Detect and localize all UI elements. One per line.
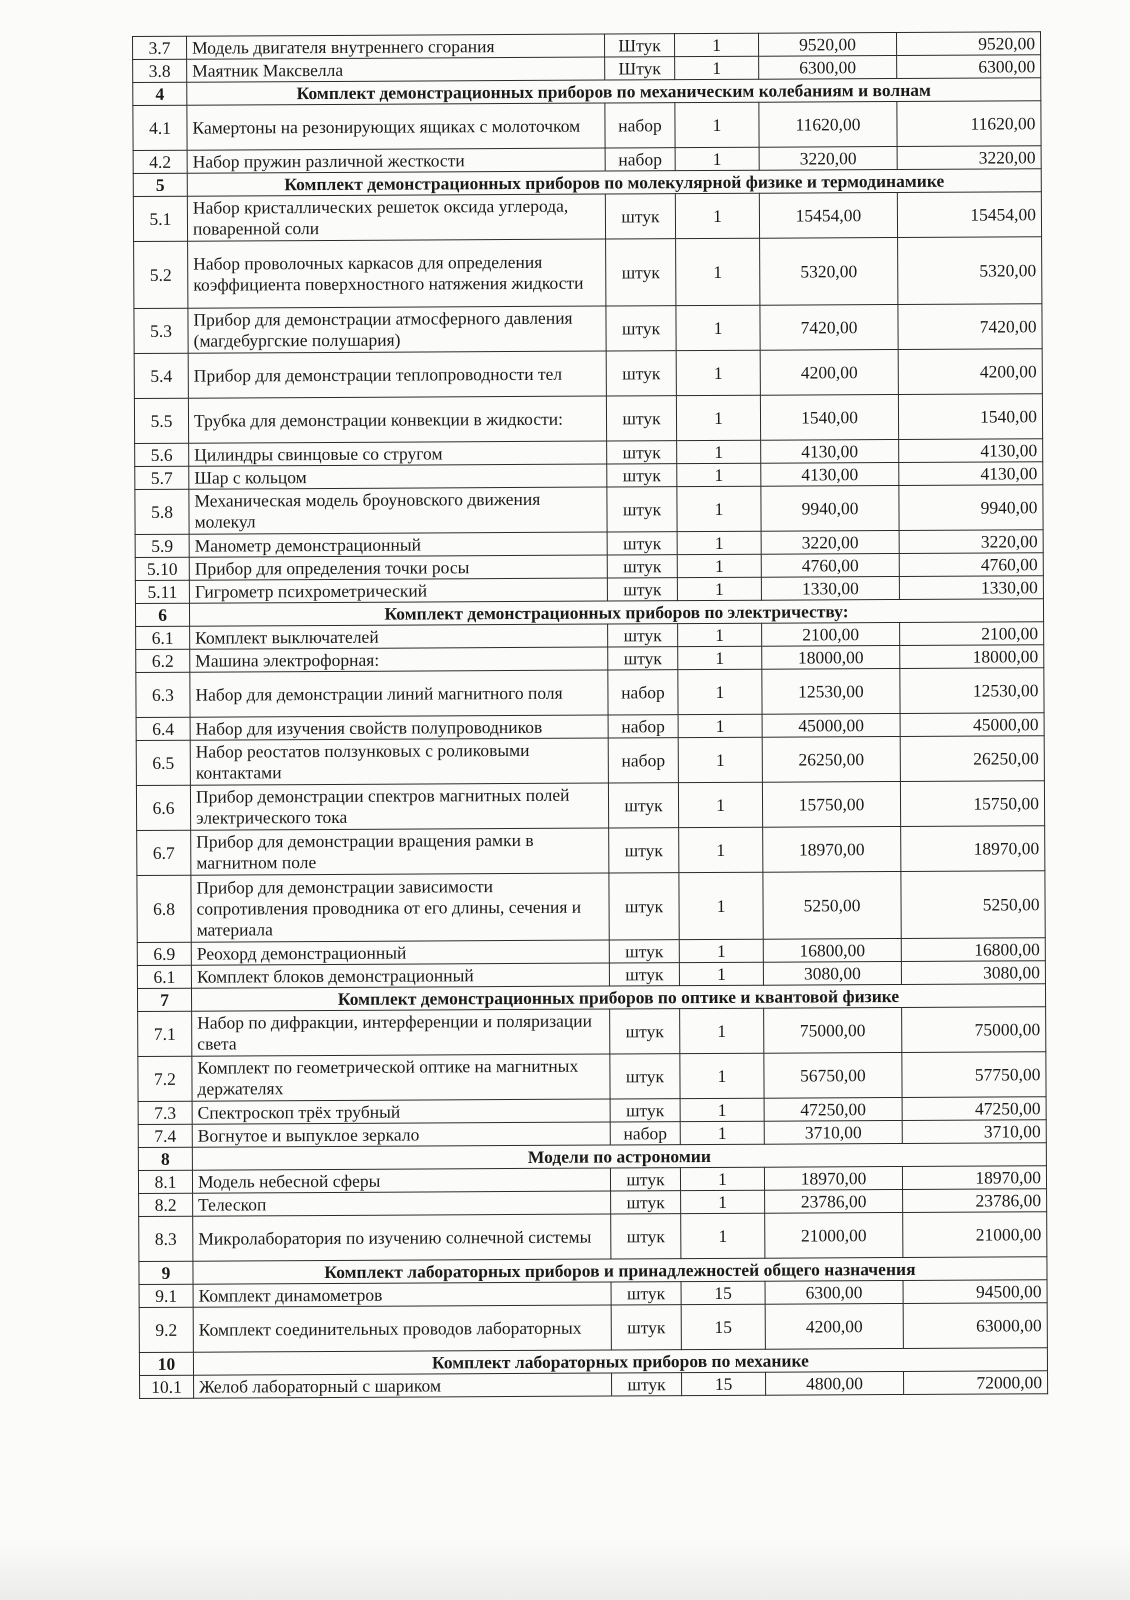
item-number: 8.2	[139, 1193, 193, 1216]
section-title: Комплект лабораторных приборов по механике	[193, 1348, 1047, 1375]
item-name: Микролаборатория по изучению солнечной системы	[193, 1214, 611, 1261]
section-title: Комплект демонстрационных приборов по молекулярной физике и термодинамике	[187, 169, 1041, 196]
table-row	[136, 781, 1044, 831]
item-unit: Штук	[605, 57, 675, 80]
item-number: 5.2	[134, 241, 188, 308]
item-price: 12530,00	[762, 668, 900, 714]
item-unit: штук	[606, 351, 676, 396]
item-price: 16800,00	[763, 938, 901, 962]
item-number: 8.1	[138, 1170, 192, 1193]
item-unit: набор	[608, 738, 678, 783]
item-total: 18000,00	[900, 645, 1044, 669]
item-total: 23786,00	[903, 1189, 1047, 1213]
item-unit: штук	[611, 1214, 681, 1259]
item-price: 18000,00	[762, 645, 900, 669]
item-name: Набор реостатов ползунковых с роликовыми контактами	[190, 738, 608, 785]
item-price: 15750,00	[762, 781, 900, 827]
item-unit: набор	[608, 715, 678, 738]
item-quantity: 1	[675, 56, 759, 79]
item-total: 9520,00	[896, 32, 1040, 56]
item-total: 94500,00	[903, 1280, 1047, 1304]
item-unit: штук	[610, 1054, 680, 1099]
item-name: Спектроскоп трёх трубный	[192, 1099, 610, 1124]
item-unit: штук	[608, 624, 678, 647]
item-quantity: 1	[678, 669, 762, 714]
item-number: 5.8	[135, 489, 189, 534]
item-total: 5320,00	[898, 237, 1042, 305]
table-row	[136, 668, 1044, 718]
item-price: 4760,00	[761, 553, 899, 577]
item-price: 45000,00	[762, 713, 900, 737]
item-name: Прибор для демонстрации зависимости сопротивления проводника от его длины, сечения и материала	[191, 873, 609, 942]
table-row	[137, 826, 1045, 876]
item-total: 5250,00	[901, 871, 1045, 939]
table-row	[136, 736, 1044, 786]
item-name: Прибор для демонстрации атмосферного давления (магдебургские полушария)	[188, 306, 606, 353]
item-name: Трубка для демонстрации конвекции в жидкости:	[188, 396, 606, 443]
item-number: 6.1	[136, 626, 190, 649]
item-price: 1330,00	[761, 576, 899, 600]
item-number: 5.11	[135, 580, 189, 603]
item-number: 6.1	[137, 965, 191, 988]
item-quantity: 1	[678, 782, 762, 827]
item-quantity: 1	[680, 1167, 764, 1190]
item-name: Механическая модель броуновского движения молекул	[189, 487, 607, 534]
item-unit: Штук	[604, 34, 674, 57]
item-number: 5.1	[133, 196, 187, 241]
section-number: 6	[135, 603, 189, 626]
item-total: 47250,00	[902, 1097, 1046, 1121]
item-number: 5.3	[134, 308, 188, 353]
item-total: 63000,00	[903, 1303, 1047, 1349]
item-price: 6300,00	[765, 1280, 903, 1304]
item-number: 5.5	[134, 398, 188, 443]
item-number: 6.5	[136, 740, 190, 785]
item-price: 18970,00	[764, 1166, 902, 1190]
item-name: Набор пружин различной жесткости	[187, 148, 605, 173]
item-unit: штук	[606, 396, 676, 441]
item-total: 4760,00	[899, 553, 1043, 577]
item-name: Прибор для определения точки росы	[189, 555, 607, 580]
item-number: 6.3	[136, 672, 190, 717]
item-quantity: 1	[678, 646, 762, 669]
item-total: 3220,00	[899, 530, 1043, 554]
item-total: 11620,00	[897, 101, 1041, 147]
item-unit: штук	[611, 1305, 681, 1350]
item-price: 6300,00	[759, 55, 897, 79]
item-name: Реохорд демонстрационный	[191, 940, 609, 965]
item-number: 7.4	[138, 1124, 192, 1147]
item-price: 7420,00	[760, 304, 898, 350]
item-price: 4130,00	[761, 439, 899, 463]
item-total: 75000,00	[902, 1007, 1046, 1053]
item-name: Машина электрофорная:	[190, 647, 608, 672]
item-quantity: 1	[677, 577, 761, 600]
item-unit: штук	[610, 1009, 680, 1054]
item-name: Набор кристаллических решеток оксида углерода, поваренной соли	[187, 194, 605, 241]
item-quantity: 1	[676, 395, 760, 440]
item-number: 6.7	[137, 830, 191, 875]
item-quantity: 1	[676, 350, 760, 395]
item-price: 18970,00	[763, 826, 901, 872]
item-total: 18970,00	[902, 1166, 1046, 1190]
item-name: Комплект соединительных проводов лабораторных	[193, 1305, 611, 1352]
item-quantity: 1	[677, 531, 761, 554]
item-price: 5250,00	[763, 871, 901, 939]
section-title: Комплект лабораторных приборов и принадлежностей общего назначения	[193, 1257, 1047, 1284]
item-name: Модель двигателя внутреннего сгорания	[187, 34, 605, 59]
item-quantity: 1	[676, 305, 760, 350]
item-total: 18970,00	[901, 826, 1045, 872]
item-quantity: 1	[676, 238, 760, 305]
table-row	[140, 1371, 1048, 1399]
item-quantity: 1	[677, 463, 761, 486]
item-quantity: 1	[680, 1121, 764, 1144]
item-quantity: 1	[678, 737, 762, 782]
item-total: 3220,00	[897, 146, 1041, 170]
item-quantity: 1	[680, 1053, 764, 1098]
item-number: 9.2	[139, 1307, 193, 1352]
item-name: Гигрометр психрометрический	[189, 578, 607, 603]
item-number: 6.4	[136, 717, 190, 740]
item-price: 11620,00	[759, 101, 897, 147]
item-name: Комплект выключателей	[190, 624, 608, 649]
item-number: 3.7	[133, 36, 187, 59]
item-price: 3220,00	[759, 146, 897, 170]
item-unit: штук	[610, 1168, 680, 1191]
item-unit: штук	[609, 963, 679, 986]
item-quantity: 1	[674, 33, 758, 56]
table-row	[133, 192, 1041, 242]
item-price: 4130,00	[761, 462, 899, 486]
item-unit: штук	[608, 647, 678, 670]
item-number: 7.2	[138, 1056, 192, 1101]
item-price: 9940,00	[761, 485, 899, 531]
table-row	[138, 1007, 1046, 1057]
table-row	[134, 394, 1042, 444]
table-row	[139, 1303, 1047, 1353]
item-name: Комплект динамометров	[193, 1282, 611, 1307]
item-price: 3080,00	[763, 961, 901, 985]
item-name: Прибор демонстрации спектров магнитных полей электрического тока	[190, 783, 608, 830]
item-name: Набор для демонстрации линий магнитного поля	[190, 670, 608, 717]
section-title: Комплект демонстрационных приборов по оптике и квантовой физике	[191, 984, 1045, 1011]
item-number: 5.6	[135, 443, 189, 466]
item-quantity: 1	[675, 193, 759, 238]
item-quantity: 1	[679, 827, 763, 872]
item-name: Цилиндры свинцовые со стругом	[189, 441, 607, 466]
section-title: Комплект демонстрационных приборов по электричеству:	[189, 599, 1043, 626]
item-total: 9940,00	[899, 485, 1043, 531]
item-total: 3710,00	[902, 1120, 1046, 1144]
item-price: 3220,00	[761, 530, 899, 554]
item-name: Набор по дифракции, интерференции и поляризации света	[192, 1009, 610, 1056]
table-row	[134, 349, 1042, 399]
equipment-table	[132, 31, 1048, 1399]
section-title: Комплект демонстрационных приборов по механическим колебаниям и волнам	[187, 78, 1041, 105]
item-quantity: 1	[679, 872, 763, 939]
item-unit: штук	[609, 940, 679, 963]
item-unit: набор	[605, 148, 675, 171]
item-total: 1330,00	[899, 576, 1043, 600]
item-quantity: 15	[682, 1372, 766, 1395]
item-total: 45000,00	[900, 713, 1044, 737]
item-total: 7420,00	[898, 304, 1042, 350]
item-quantity: 15	[681, 1304, 765, 1349]
section-number: 9	[139, 1261, 193, 1284]
item-total: 6300,00	[897, 55, 1041, 79]
section-number: 10	[139, 1352, 193, 1375]
item-quantity: 1	[675, 102, 759, 147]
item-unit: штук	[610, 1099, 680, 1122]
item-price: 2100,00	[762, 622, 900, 646]
item-unit: штук	[607, 555, 677, 578]
item-quantity: 1	[678, 714, 762, 737]
item-name: Манометр демонстрационный	[189, 532, 607, 557]
item-quantity: 1	[677, 554, 761, 577]
item-price: 26250,00	[762, 736, 900, 782]
item-price: 75000,00	[764, 1007, 902, 1053]
item-price: 56750,00	[764, 1052, 902, 1098]
item-total: 15454,00	[897, 192, 1041, 238]
item-total: 72000,00	[904, 1371, 1048, 1395]
item-quantity: 1	[680, 1008, 764, 1053]
item-number: 7.3	[138, 1101, 192, 1124]
item-quantity: 1	[679, 962, 763, 985]
table-row	[137, 871, 1045, 943]
item-unit: штук	[611, 1282, 681, 1305]
item-unit: штук	[608, 783, 678, 828]
item-total: 1540,00	[898, 394, 1042, 440]
item-unit: штук	[606, 306, 676, 351]
item-price: 3710,00	[764, 1120, 902, 1144]
item-price: 5320,00	[760, 237, 898, 305]
item-number: 5.7	[135, 466, 189, 489]
item-number: 6.2	[136, 649, 190, 672]
item-name: Желоб лабораторный с шариком	[194, 1373, 612, 1398]
section-title: Модели по астрономии	[192, 1143, 1046, 1170]
item-number: 7.1	[138, 1011, 192, 1056]
item-unit: штук	[607, 464, 677, 487]
item-total: 4130,00	[899, 462, 1043, 486]
item-unit: штук	[607, 441, 677, 464]
item-name: Модель небесной сферы	[192, 1168, 610, 1193]
item-price: 47250,00	[764, 1097, 902, 1121]
item-total: 2100,00	[900, 622, 1044, 646]
table-row	[134, 237, 1042, 309]
item-name: Телескоп	[193, 1191, 611, 1216]
item-number: 4.1	[133, 105, 187, 150]
item-quantity: 1	[679, 939, 763, 962]
item-quantity: 1	[681, 1213, 765, 1258]
item-price: 4200,00	[765, 1303, 903, 1349]
section-number: 8	[138, 1147, 192, 1170]
item-number: 6.8	[137, 875, 191, 942]
item-price: 23786,00	[765, 1189, 903, 1213]
item-price: 4800,00	[766, 1371, 904, 1395]
item-number: 10.1	[140, 1375, 194, 1398]
item-price: 9520,00	[758, 32, 896, 56]
item-unit: штук	[605, 194, 675, 239]
item-number: 6.6	[136, 785, 190, 830]
item-number: 5.10	[135, 557, 189, 580]
item-number: 4.2	[133, 150, 187, 173]
item-quantity: 1	[677, 440, 761, 463]
item-unit: набор	[610, 1122, 680, 1145]
section-number: 4	[133, 82, 187, 105]
item-total: 3080,00	[901, 961, 1045, 985]
item-total: 57750,00	[902, 1052, 1046, 1098]
table-row	[135, 485, 1043, 535]
item-name: Набор проволочных каркасов для определения коэффициента поверхностного натяжения жидкости	[188, 239, 606, 308]
page-bottom-edge	[0, 1540, 1130, 1600]
item-unit: штук	[612, 1373, 682, 1396]
item-name: Комплект по геометрической оптике на магнитных держателях	[192, 1054, 610, 1101]
item-unit: штук	[607, 532, 677, 555]
item-unit: набор	[608, 670, 678, 715]
item-name: Вогнутое и выпуклое зеркало	[192, 1122, 610, 1147]
item-total: 26250,00	[900, 736, 1044, 782]
specification-sheet	[132, 31, 1047, 1399]
table-row	[133, 101, 1041, 151]
item-unit: штук	[607, 578, 677, 601]
item-number: 3.8	[133, 59, 187, 82]
item-name: Камертоны на резонирующих ящиках с молоточком	[187, 103, 605, 150]
section-number: 5	[133, 173, 187, 196]
item-unit: штук	[606, 239, 676, 306]
section-number: 7	[137, 988, 191, 1011]
item-total: 16800,00	[901, 938, 1045, 962]
item-unit: штук	[607, 487, 677, 532]
item-name: Набор для изучения свойств полупроводников	[190, 715, 608, 740]
table-row	[139, 1212, 1047, 1262]
item-number: 9.1	[139, 1284, 193, 1307]
item-name: Маятник Максвелла	[187, 57, 605, 82]
item-quantity: 1	[680, 1098, 764, 1121]
item-number: 5.9	[135, 534, 189, 557]
item-unit: штук	[611, 1191, 681, 1214]
item-name: Шар с кольцом	[189, 464, 607, 489]
item-name: Комплект блоков демонстрационный	[191, 963, 609, 988]
item-unit: штук	[609, 873, 679, 940]
item-number: 5.4	[134, 353, 188, 398]
item-price: 21000,00	[765, 1212, 903, 1258]
item-total: 4200,00	[898, 349, 1042, 395]
item-number: 8.3	[139, 1216, 193, 1261]
item-price: 1540,00	[760, 394, 898, 440]
item-unit: штук	[609, 828, 679, 873]
item-total: 12530,00	[900, 668, 1044, 714]
item-quantity: 15	[681, 1281, 765, 1304]
item-quantity: 1	[681, 1190, 765, 1213]
item-quantity: 1	[675, 147, 759, 170]
item-quantity: 1	[678, 623, 762, 646]
item-unit: набор	[605, 103, 675, 148]
item-total: 21000,00	[903, 1212, 1047, 1258]
item-price: 4200,00	[760, 349, 898, 395]
item-quantity: 1	[677, 486, 761, 531]
item-number: 6.9	[137, 942, 191, 965]
item-price: 15454,00	[759, 192, 897, 238]
table-row	[134, 304, 1042, 354]
item-total: 4130,00	[899, 439, 1043, 463]
item-name: Прибор для демонстрации теплопроводности тел	[188, 351, 606, 398]
table-row	[138, 1052, 1046, 1102]
item-total: 15750,00	[900, 781, 1044, 827]
item-name: Прибор для демонстрации вращения рамки в магнитном поле	[191, 828, 609, 875]
